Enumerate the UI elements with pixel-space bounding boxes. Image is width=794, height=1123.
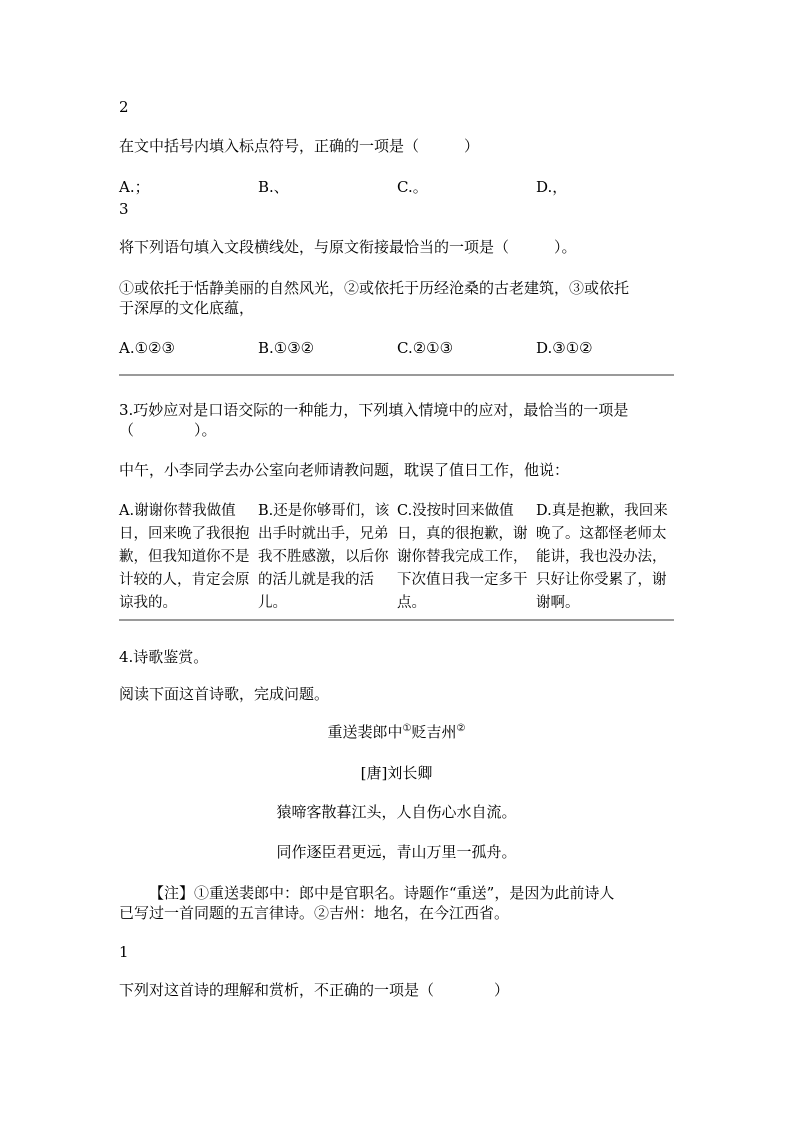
question-text: 将下列语句填入文段横线处，与原文衔接最恰当的一项是（ ）。 — [119, 238, 577, 256]
sub-question-number: 2 — [119, 98, 129, 116]
option-b: B.①③② — [258, 339, 315, 357]
poem-note: 已写过一首同题的五言律诗。②吉州：地名，在今江西省。 — [119, 904, 510, 922]
option-d: D.， — [536, 178, 568, 196]
poem-title — [119, 722, 674, 742]
instruction-text: 阅读下面这首诗歌，完成问题。 — [119, 685, 330, 703]
question-text: 在文中括号内填入标点符号，正确的一项是（ ） — [119, 137, 480, 155]
question-stem: （ ）。 — [119, 421, 217, 439]
poem-line: 猿啼客散暮江头，人自伤心水自流。 — [276, 803, 517, 821]
poem-title-part2: 贬吉州 — [411, 723, 457, 741]
question-stem: 3.巧妙应对是口语交际的一种能力，下列填入情境中的应对，最恰当的一项是 — [119, 401, 629, 419]
scenario-text: 中午，小李同学去办公室向老师请教问题，耽误了值日工作，他说： — [119, 461, 570, 479]
option-d: D.真是抱歉，我回来晚了。这都怪老师太能讲，我也没办法，只好让你受累了，谢谢啊。 — [536, 503, 668, 611]
poem-note: 【注】①重送裴郎中：郎中是官职名。诗题作“重送”，是因为此前诗人 — [149, 884, 615, 902]
footnote-mark: ② — [456, 723, 466, 734]
sentence-text: ①或依托于恬静美丽的自然风光，②或依托于历经沧桑的古老建筑，③或依托 — [119, 279, 630, 297]
sub-question-number: 1 — [119, 943, 129, 961]
question-text: 下列对这首诗的理解和赏析，不正确的一项是（ ） — [119, 981, 510, 999]
poem-author: [唐]刘长卿 — [360, 764, 433, 782]
sub-question-number: 3 — [119, 200, 129, 218]
option-c: C.②①③ — [397, 339, 454, 357]
section-divider — [119, 619, 674, 621]
footnote-mark: ① — [402, 723, 412, 734]
option-c: C.没按时回来做值日，真的很抱歉，谢谢你替我完成工作，下次值日我一定多干点。 — [397, 503, 528, 611]
option-a: A.①②③ — [119, 339, 175, 357]
option-a: A.谢谢你替我做值日，回来晚了我很抱歉，但我知道你不是计较的人，肯定会原谅我的。 — [119, 503, 250, 611]
option-a: A.； — [119, 178, 150, 196]
poem-title-part1: 重送裴郎中 — [327, 723, 403, 741]
option-b: B.还是你够哥们，该出手时就出手，兄弟我不胜感激，以后你的活儿就是我的活儿。 — [258, 503, 390, 611]
section-divider — [119, 374, 674, 376]
option-d: D.③①② — [536, 339, 593, 357]
question-heading: 4.诗歌鉴赏。 — [119, 648, 209, 666]
sentence-text: 于深厚的文化底蕴， — [119, 299, 255, 317]
option-c: C.。 — [397, 178, 428, 196]
poem-line: 同作逐臣君更远，青山万里一孤舟。 — [276, 843, 517, 861]
option-b: B.、 — [258, 178, 289, 196]
